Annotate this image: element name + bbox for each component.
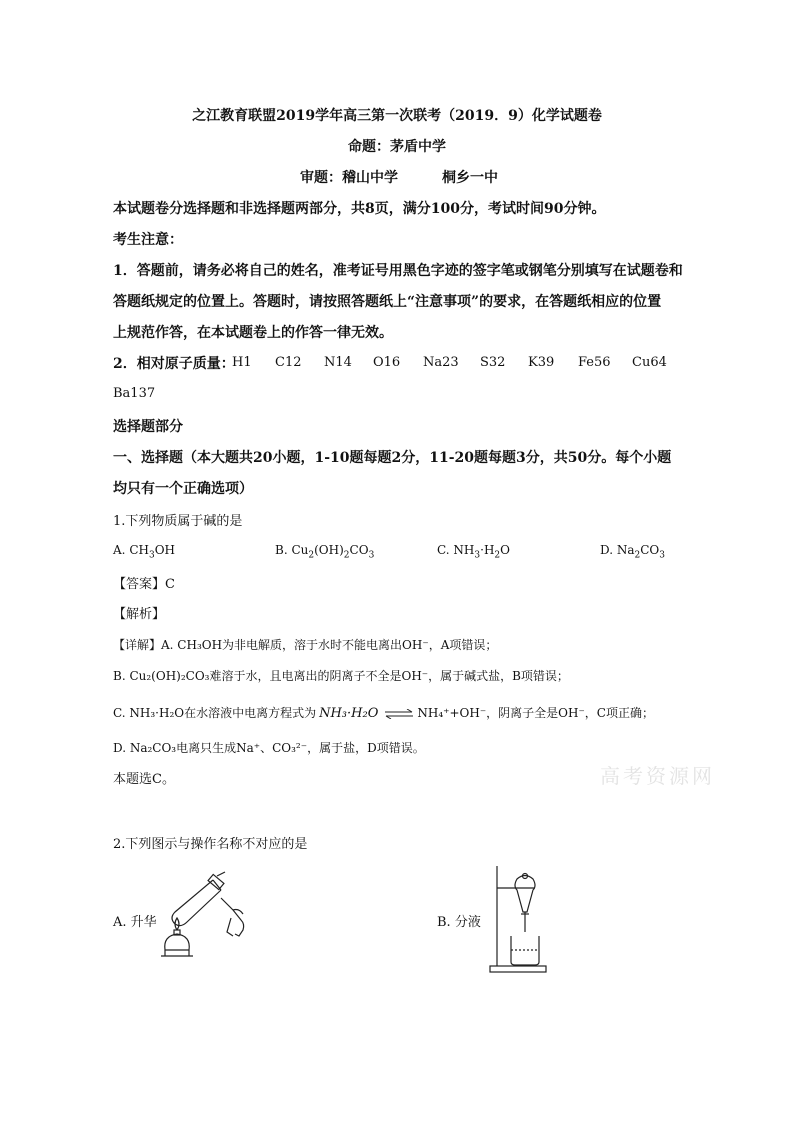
- mass-fe: Fe56: [578, 355, 611, 370]
- q1-detail-c-post: NH₄⁺+OH⁻，阴离子全是OH⁻，C项正确；: [417, 706, 654, 720]
- section-instruction-line1: 一、选择题（本大题共20小题，1-10题每题2分，11-20题每题3分，共50分。每个小题: [113, 450, 672, 466]
- mass-k: K39: [528, 355, 555, 370]
- q1-detail-c-formula: NH₃·H₂O: [319, 706, 379, 721]
- mass-cu: Cu64: [632, 355, 667, 370]
- watermark: 高考资源网: [600, 764, 715, 788]
- separatory-funnel-illustration: [487, 862, 549, 974]
- q1-detail-b: B. Cu₂(OH)₂CO₃难溶于水，且电离出的阴离子不全是OH⁻，属于碱式盐，B项错误；: [113, 669, 569, 683]
- q1-option-b: B. $Cu_2(OH)_2CO_3$: [275, 543, 375, 561]
- q1-option-c: C. $NH_3\cdot H_2O$: [437, 543, 510, 561]
- mass-o: O16: [373, 355, 401, 370]
- mass-n: N14: [324, 355, 352, 370]
- q1-detail-a: 【详解】A. CH₃OH为非电解质，溶于水时不能电离出OH⁻，A项错误；: [113, 638, 498, 652]
- q2-option-a: A. 升华: [113, 915, 157, 930]
- reviewer-second: 桐乡一中: [442, 170, 498, 186]
- notice-item1-line2: 答题纸规定的位置上。答题时，请按照答题纸上“注意事项”的要求，在答题纸相应的位置: [113, 294, 662, 310]
- q2-stem: 2.下列图示与操作名称不对应的是: [113, 837, 308, 852]
- sublimation-apparatus-illustration: [155, 870, 255, 962]
- page-title: 之江教育联盟2019学年高三第一次联考（2019．9）化学试题卷: [192, 108, 602, 124]
- q1-analysis-heading: 【解析】: [113, 607, 166, 622]
- mass-s: S32: [480, 355, 506, 370]
- q2-option-b: B. 分液: [437, 915, 481, 930]
- q1-detail-d: D. Na₂CO₃电离只生成Na⁺、CO₃²⁻，属于盐，D项错误。: [113, 741, 425, 755]
- mass-na: Na23: [423, 355, 459, 370]
- notice-item1-line3: 上规范作答，在本试题卷上的作答一律无效。: [113, 325, 393, 341]
- q1-option-a: A. $CH_3OH$: [113, 543, 176, 561]
- section-instruction-line2: 均只有一个正确选项）: [113, 481, 253, 497]
- q1-answer: 【答案】C: [113, 577, 175, 592]
- q1-detail-c: [113, 704, 654, 721]
- notice-item1-line1: 1．答题前，请务必将自己的姓名，准考证号用黑色字迹的签字笔或钢笔分别填写在试题卷和: [113, 263, 683, 279]
- reviewer-line: [300, 167, 498, 187]
- q1-conclusion: 本题选C。: [113, 772, 175, 787]
- mass-c: C12: [275, 355, 302, 370]
- q1-stem: 1.下列物质属于碱的是: [113, 514, 243, 529]
- section-name: 选择题部分: [113, 419, 183, 435]
- notice-heading: 考生注意：: [113, 232, 183, 248]
- reviewer-first: 审题：稽山中学: [300, 170, 398, 186]
- q1-detail-c-pre: C. NH₃·H₂O在水溶液中电离方程式为: [113, 706, 317, 720]
- proposer-line: 命题：茅盾中学: [348, 139, 446, 155]
- masses-label: 2．相对原子质量：: [113, 356, 235, 372]
- q1-option-d: D. $Na_2CO_3$: [600, 543, 665, 561]
- equilibrium-arrow-icon: [384, 709, 414, 719]
- intro-text: 本试题卷分选择题和非选择题两部分，共8页，满分100分，考试时间90分钟。: [113, 201, 606, 217]
- mass-ba: Ba137: [113, 386, 156, 401]
- mass-h: H1: [232, 355, 252, 370]
